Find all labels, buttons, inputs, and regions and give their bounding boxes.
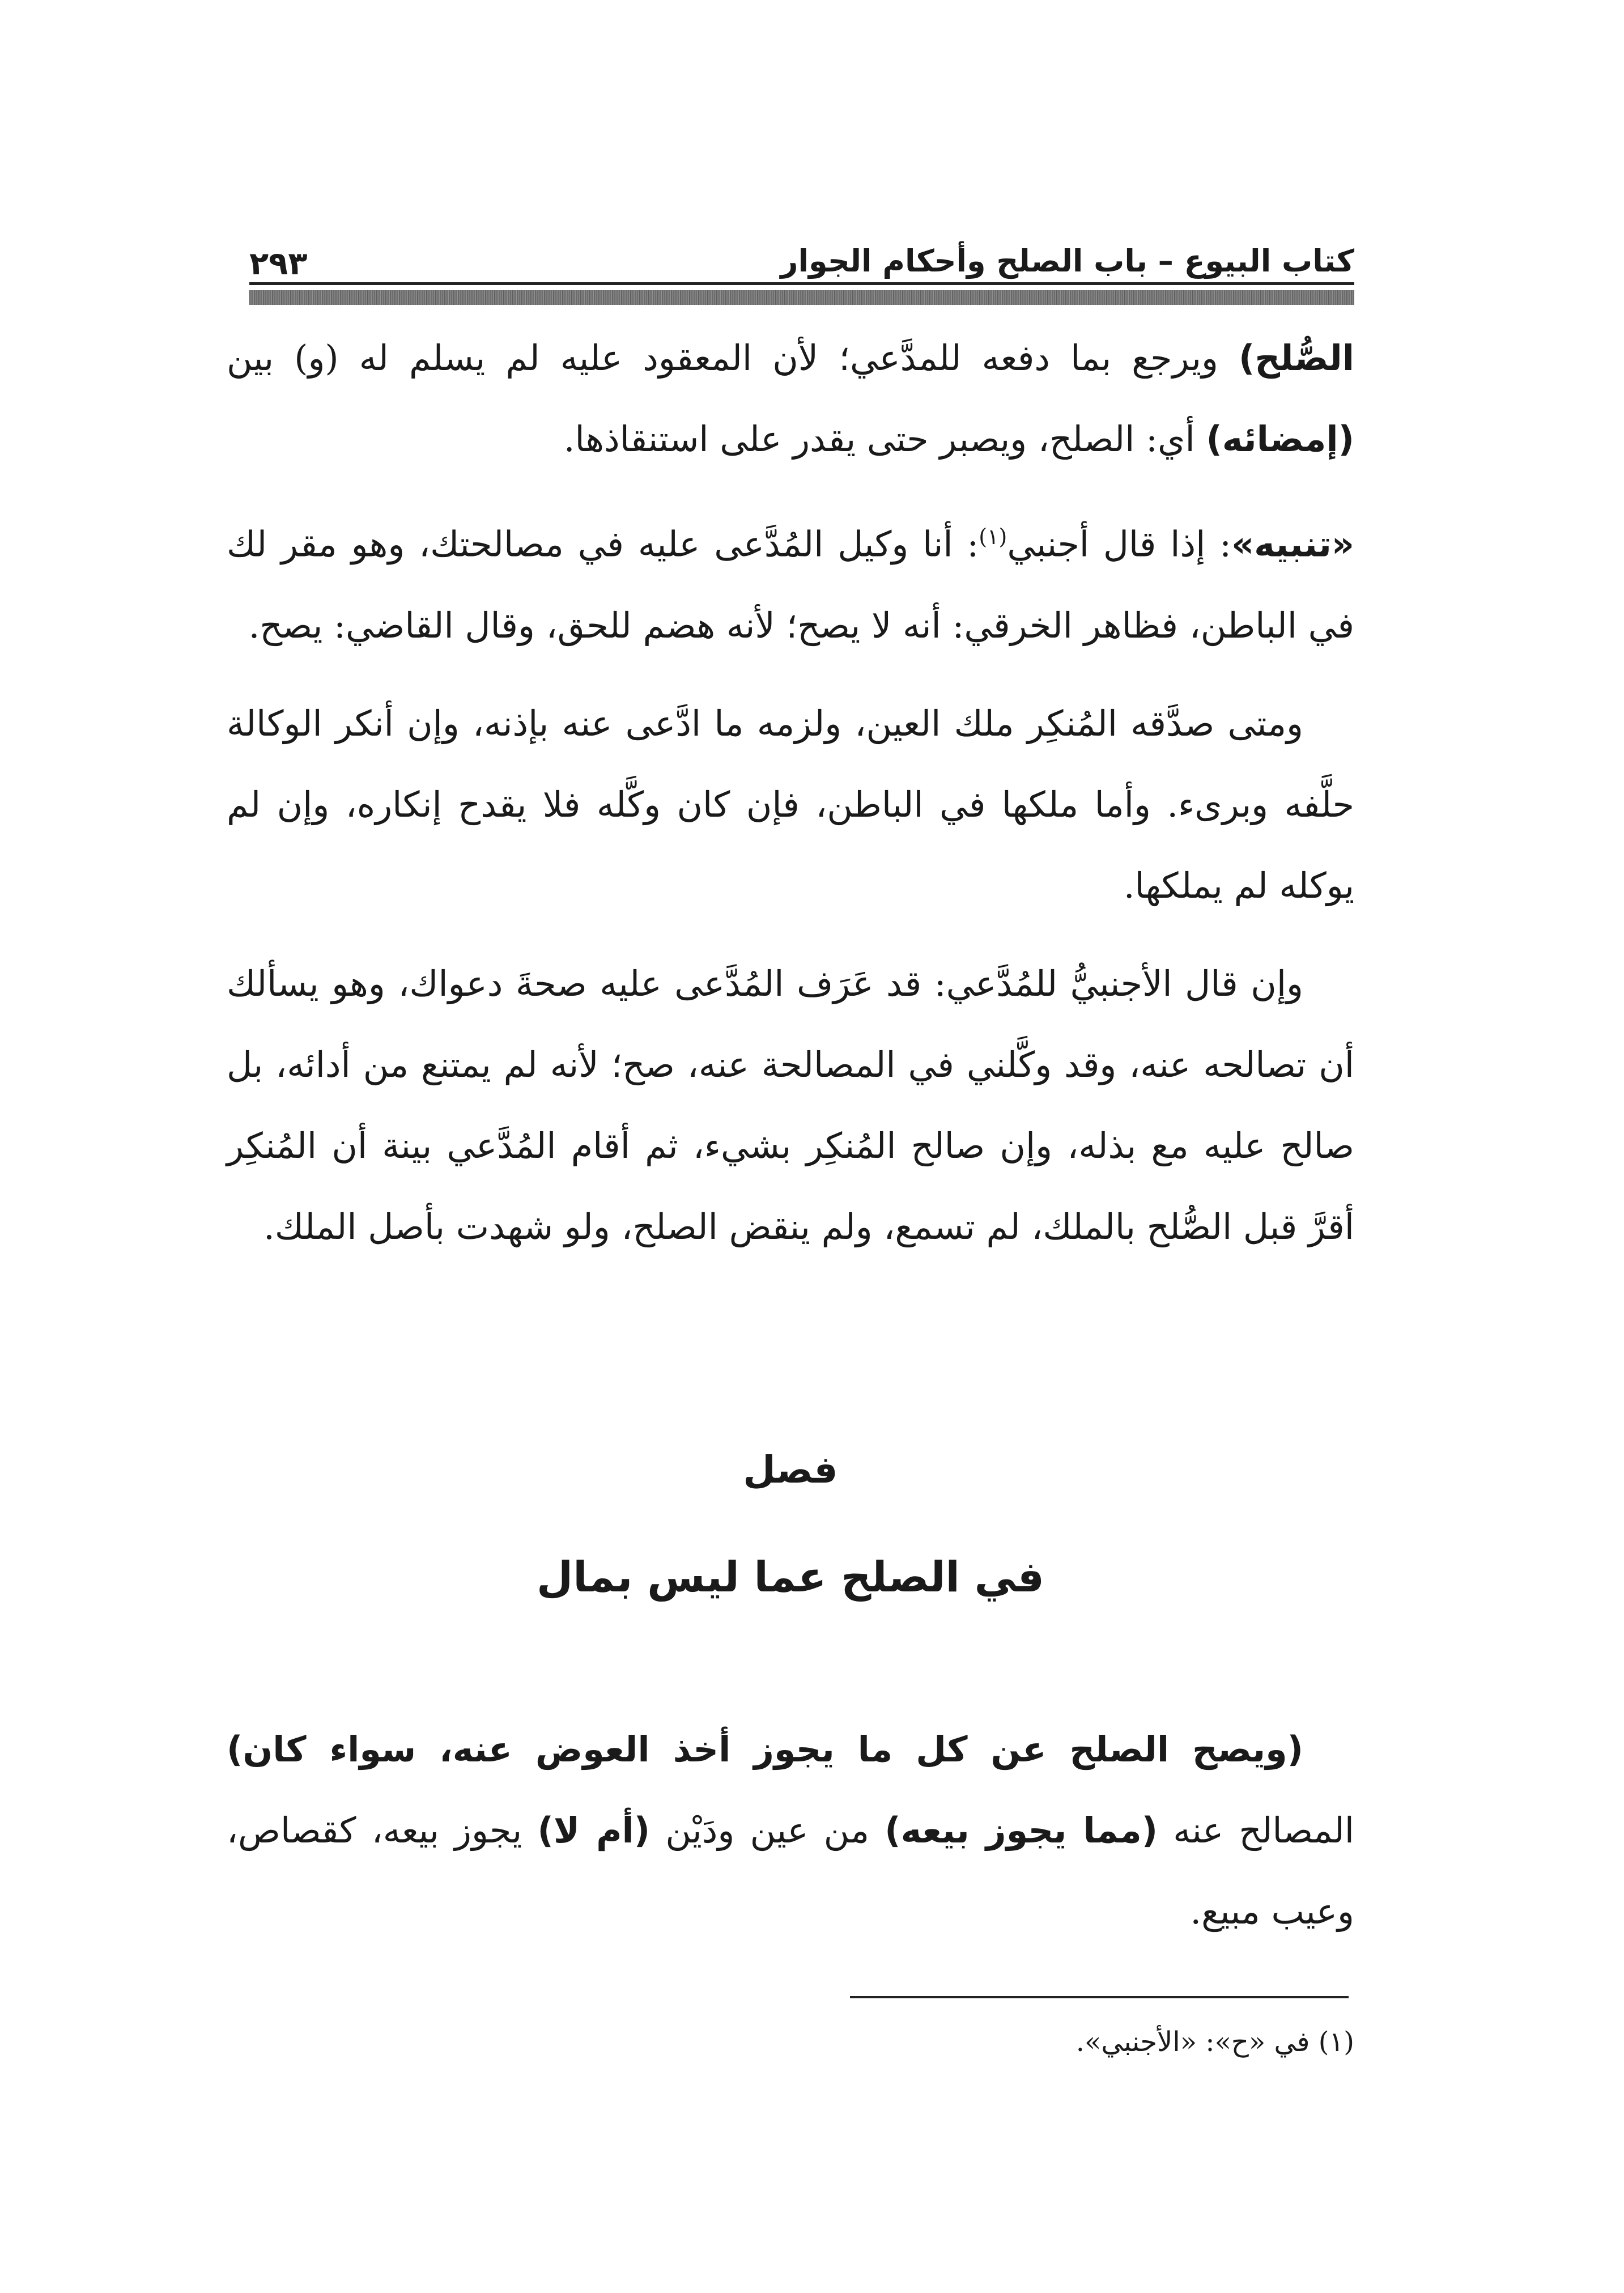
bold-term: (ويصح الصلح عن كل ما يجوز أخذ العوض عنه، سواء كان) [227,1729,1303,1770]
running-header [249,227,1354,289]
main-text [227,317,1354,1267]
bold-term: (مما يجوز بيعه) [885,1810,1158,1851]
header-divider-band [249,290,1354,305]
note-paragraph [227,496,1354,666]
paragraph [227,1709,1354,1952]
note-text: : أنا وكيل المُدَّعى عليه في مصالحتك، وهو مقر لك في الباطن، فظاهر الخرقي: أنه لا يصح؛ لأنه هضم للحق، وقال القاضي: يصح. [227,523,1354,646]
paragraph: وإن قال الأجنبيُّ للمُدَّعي: قد عَرَف المُدَّعى عليه صحةَ دعواك، وهو يسألك أن تصالحه عنه، وقد وكَّلني في المصالحة عنه، صح؛ لأنه لم يمتنع من أدائه، بل صالح عليه مع بذله، وإن صالح المُنكِر بشيء، ثم أقام المُدَّعي بينة أن المُنكِر أقرَّ قبل الصُّلح بالملك، لم تسمع، ولم ينقض الصلح، ولو شهدت بأصل الملك. [227,962,1354,1247]
section-text [227,1709,1354,1952]
paragraph-text: يجوز بيعه، كقصاص، وعيب مبيع. [227,1810,1354,1932]
paragraph-text: من عين ودَيْن [650,1810,885,1851]
page-number: ٢٩٣ [249,245,308,282]
footnote-divider [850,1996,1349,1998]
note-text: : إذا قال أجنبي [1007,523,1232,565]
note-label: «تنبيه» [1231,523,1354,565]
section-label: فصل [743,1448,838,1492]
section-heading: في الصلح عما ليس بمال [537,1553,1044,1602]
header-divider-line [249,282,1354,285]
paragraph-text: أي: الصلح، ويصبر حتى يقدر على استنقاذها. [563,418,1206,460]
header-title: كتاب البيوع – باب الصلح وأحكام الجوار [780,243,1354,279]
bold-term: (أم لا) [537,1810,651,1851]
bold-term: الصُّلح) [1239,337,1354,379]
footnote: (١) في «ح»: «الأجنبي». [1075,2026,1354,2058]
paragraph-continuation [227,317,1354,479]
paragraph: ومتى صدَّقه المُنكِر ملك العين، ولزمه ما ادَّعى عنه بإذنه، وإن أنكر الوكالة حلَّفه وبرىء. وأما ملكها في الباطن، فإن كان وكَّله فلا يقدح إنكاره، وإن لم يوكله لم يملكها. [227,702,1354,906]
paragraph-text: المصالح عنه [1158,1810,1354,1851]
bold-term: (إمضائه) [1206,418,1354,460]
footnote-reference: (١) [979,524,1007,549]
paragraph-text: ويرجع بما دفعه للمدَّعي؛ لأن المعقود عليه لم يسلم له (و) بين [227,337,1239,379]
